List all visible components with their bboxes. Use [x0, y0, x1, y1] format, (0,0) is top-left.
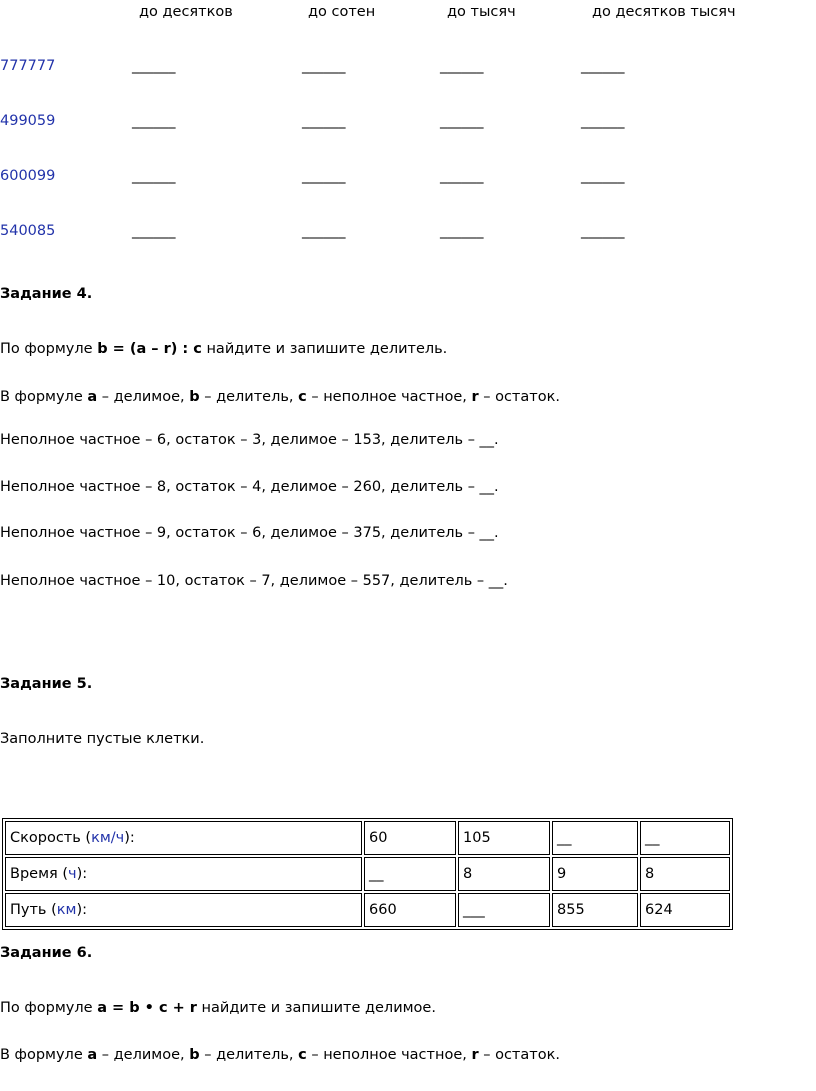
unit-label: км/ч — [91, 830, 125, 846]
var-r-text: – остаток. — [478, 389, 560, 405]
var-b-text: – делитель, — [199, 389, 299, 405]
table-cell[interactable]: __ — [640, 821, 730, 855]
var-a: a — [87, 1047, 98, 1063]
var-r: r — [471, 1047, 479, 1063]
row-number: 540085 — [0, 223, 56, 239]
header-ten-thousands: до десятков тысяч — [592, 4, 736, 20]
answer-blank[interactable]: ______ — [132, 113, 176, 129]
table-cell[interactable]: 8 — [458, 857, 550, 891]
row-label-speed: Скорость (км/ч): — [5, 821, 362, 855]
answer-blank[interactable]: ______ — [302, 223, 346, 239]
answer-blank[interactable]: ______ — [440, 168, 484, 184]
answer-blank[interactable]: ______ — [440, 113, 484, 129]
header-hundreds: до сотен — [308, 4, 376, 20]
var-b-text: – делитель, — [199, 1047, 299, 1063]
formula: a = b • c + r — [97, 1000, 197, 1016]
instruction-suffix: найдите и запишите делитель. — [201, 341, 448, 357]
instruction-prefix: По формуле — [0, 341, 98, 357]
table-row — [5, 821, 730, 855]
answer-blank[interactable]: ______ — [302, 113, 346, 129]
row-number: 777777 — [0, 58, 56, 74]
task4-problem: Неполное частное – 8, остаток – 4, делимое – 260, делитель – __. — [0, 479, 499, 495]
answer-blank[interactable]: ______ — [132, 168, 176, 184]
var-c: c — [298, 389, 307, 405]
table-cell[interactable]: ___ — [458, 893, 550, 927]
answer-blank[interactable]: ______ — [440, 58, 484, 74]
table-row — [5, 857, 730, 891]
task4-legend — [0, 389, 560, 405]
header-thousands: до тысяч — [447, 4, 516, 20]
table-cell[interactable]: 105 — [458, 821, 550, 855]
answer-blank[interactable]: ______ — [581, 223, 625, 239]
instruction-prefix: По формуле — [0, 1000, 98, 1016]
var-r-text: – остаток. — [478, 1047, 560, 1063]
task4-problem: Неполное частное – 9, остаток – 6, делимое – 375, делитель – __. — [0, 525, 499, 541]
answer-blank[interactable]: ______ — [440, 223, 484, 239]
header-tens: до десятков — [139, 4, 233, 20]
task6-instruction — [0, 1000, 436, 1016]
unit-label: ч — [68, 866, 77, 882]
var-b: b — [189, 389, 200, 405]
var-a-text: – делимое, — [97, 389, 190, 405]
row-label-distance: Путь (км): — [5, 893, 362, 927]
task4-title: Задание 4. — [0, 286, 93, 302]
answer-blank[interactable]: ______ — [581, 168, 625, 184]
table-row — [5, 893, 730, 927]
task5-instruction: Заполните пустые клетки. — [0, 731, 205, 747]
task6-legend — [0, 1047, 560, 1063]
legend-prefix: В формуле — [0, 1047, 88, 1063]
answer-blank[interactable]: ______ — [581, 113, 625, 129]
var-c-text: – неполное частное, — [306, 1047, 472, 1063]
table-cell[interactable]: 8 — [640, 857, 730, 891]
speed-time-distance-table — [2, 818, 733, 930]
row-number: 600099 — [0, 168, 56, 184]
legend-prefix: В формуле — [0, 389, 88, 405]
table-cell[interactable]: 855 — [552, 893, 638, 927]
task4-problem: Неполное частное – 6, остаток – 3, делимое – 153, делитель – __. — [0, 432, 499, 448]
row-label-time: Время (ч): — [5, 857, 362, 891]
var-c: c — [298, 1047, 307, 1063]
table-cell[interactable]: __ — [552, 821, 638, 855]
answer-blank[interactable]: ______ — [581, 58, 625, 74]
row-number: 499059 — [0, 113, 56, 129]
table-cell[interactable]: 60 — [364, 821, 456, 855]
var-a: a — [87, 389, 98, 405]
table-cell[interactable]: 9 — [552, 857, 638, 891]
table-cell[interactable]: 660 — [364, 893, 456, 927]
var-b: b — [189, 1047, 200, 1063]
task5-title: Задание 5. — [0, 676, 93, 692]
table-cell[interactable]: 624 — [640, 893, 730, 927]
task4-instruction — [0, 341, 447, 357]
answer-blank[interactable]: ______ — [132, 58, 176, 74]
var-r: r — [471, 389, 479, 405]
table-cell[interactable]: __ — [364, 857, 456, 891]
answer-blank[interactable]: ______ — [302, 58, 346, 74]
instruction-suffix: найдите и запишите делимое. — [196, 1000, 436, 1016]
task6-title: Задание 6. — [0, 945, 93, 961]
unit-label: км — [56, 902, 77, 918]
formula: b = (a – r) : c — [97, 341, 202, 357]
task4-problem: Неполное частное – 10, остаток – 7, делимое – 557, делитель – __. — [0, 573, 508, 589]
answer-blank[interactable]: ______ — [302, 168, 346, 184]
answer-blank[interactable]: ______ — [132, 223, 176, 239]
var-c-text: – неполное частное, — [306, 389, 472, 405]
var-a-text: – делимое, — [97, 1047, 190, 1063]
